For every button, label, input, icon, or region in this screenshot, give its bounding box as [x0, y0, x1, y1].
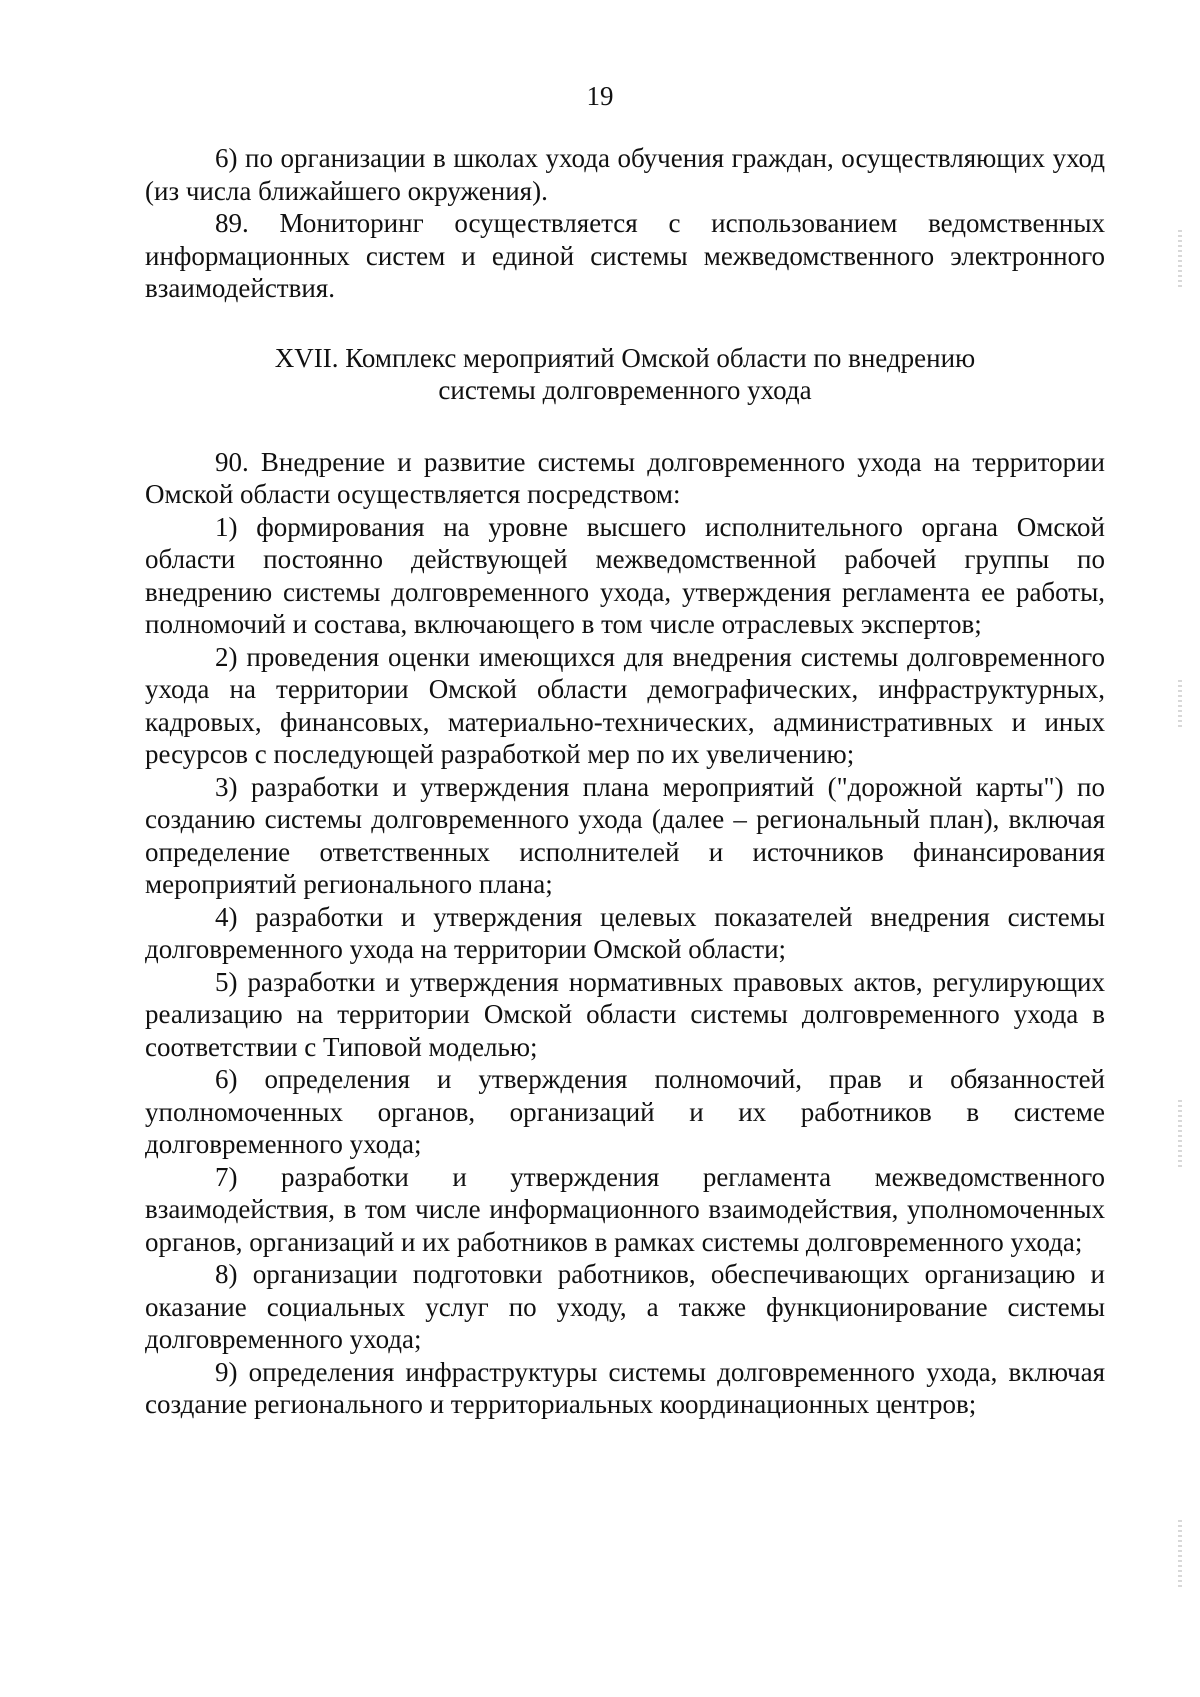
list-item: 4) разработки и утверждения целевых показателей внедрения системы долговременного ухода на территории Омской области;: [145, 901, 1105, 964]
paragraph: 89. Мониторинг осуществляется с использованием ведомственных информационных систем и единой системы межведомственного электронного взаимодействия.: [145, 208, 1105, 303]
scan-artifact: [1178, 1520, 1182, 1590]
scan-artifact: [1178, 230, 1182, 290]
section-heading-line: XVII. Комплекс мероприятий Омской области по внедрению: [274, 342, 976, 373]
list-item: 3) разработки и утверждения плана мероприятий ("дорожной карты") по созданию системы долговременного ухода (далее – региональный план), включая определение ответственных исполнителей и источников финансирования мероприятий регионального плана;: [145, 771, 1105, 899]
section-heading: [145, 342, 1105, 407]
paragraph: 6) по организации в школах ухода обучения граждан, осуществляющих уход (из числа ближайшего окружения).: [145, 143, 1105, 206]
document-body: [145, 142, 1105, 1421]
list-item: 8) организации подготовки работников, обеспечивающих организацию и оказание социальных услуг по уходу, а также функционирование системы долговременного ухода;: [145, 1259, 1105, 1354]
list-item: 1) формирования на уровне высшего исполнительного органа Омской области постоянно действующей межведомственной рабочей группы по внедрению системы долговременного ухода, утверждения регламента ее работы, полномочий и состава, включающего в том числе отраслевых экспертов;: [145, 511, 1105, 639]
list-item: 6) определения и утверждения полномочий, прав и обязанностей уполномоченных органов, организаций и их работников в системе долговременного ухода;: [145, 1064, 1105, 1159]
scan-artifact: [1178, 1100, 1182, 1170]
list-item: 2) проведения оценки имеющихся для внедрения системы долговременного ухода на территории Омской области демографических, инфраструктурных, кадровых, финансовых, материально-технических, административных и иных ресурсов с последующей разработкой мер по их увеличению;: [145, 641, 1105, 769]
paragraph: 90. Внедрение и развитие системы долговременного ухода на территории Омской области осуществляется посредством:: [145, 446, 1105, 509]
section-heading-line: системы долговременного ухода: [438, 375, 812, 405]
list-item: 7) разработки и утверждения регламента межведомственного взаимодействия, в том числе информационного взаимодействия, уполномоченных органов, организаций и их работников в рамках системы долговременного ухода;: [145, 1161, 1105, 1257]
list-item: 5) разработки и утверждения нормативных правовых актов, регулирующих реализацию на территории Омской области системы долговременного ухода в соответствии с Типовой моделью;: [145, 966, 1105, 1062]
scan-artifact: [1178, 680, 1182, 730]
page-number: 19: [586, 81, 614, 111]
list-item: 9) определения инфраструктуры системы долговременного ухода, включая создание регионального и территориальных координационных центров;: [145, 1356, 1105, 1419]
